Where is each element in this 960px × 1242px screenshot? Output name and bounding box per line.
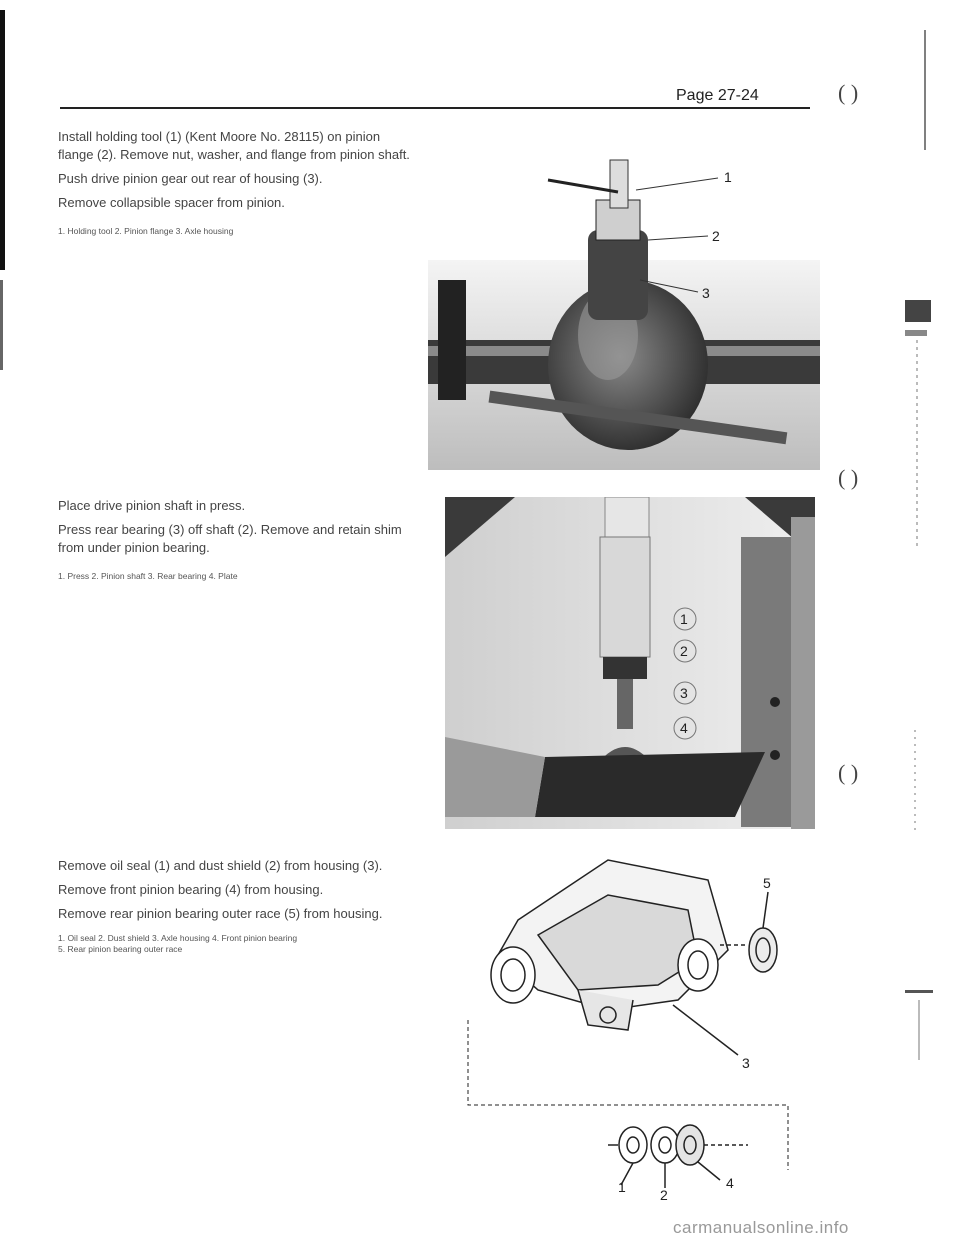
callout-label: 4 <box>726 1176 734 1191</box>
callout-label: 2 <box>660 1187 668 1203</box>
paragraph: Install holding tool (1) (Kent Moore No. 28115) on pinion flange (2). Remove nut, washer, and flange from pinion shaft. <box>58 129 410 162</box>
legend-line: 5. Rear pinion bearing outer race <box>58 944 183 954</box>
callout-label: 4 <box>680 720 688 736</box>
callout-label: 3 <box>680 685 688 701</box>
watermark-text: carmanualsonline.info <box>673 1218 849 1237</box>
callout-label: 3 <box>742 1055 750 1071</box>
callout-label: 1 <box>618 1179 626 1195</box>
scan-edge-artifacts <box>895 30 935 1210</box>
binder-hole-mark: ( ) <box>838 465 859 490</box>
callout-label: 3 <box>702 285 710 301</box>
binding-mark-lower <box>0 280 3 370</box>
page-number: Page 27-24 <box>676 87 759 104</box>
callout-label: 2 <box>680 643 688 659</box>
figure-legend <box>58 933 418 955</box>
drawing-callouts-lower <box>600 1176 780 1206</box>
paragraph: Remove rear pinion bearing outer race (5) from housing. <box>58 906 383 921</box>
callout-label: 2 <box>712 228 720 244</box>
figure-legend: 1. Holding tool 2. Pinion flange 3. Axle housing <box>58 226 234 236</box>
legend-line: 1. Oil seal 2. Dust shield 3. Axle housing 4. Front pinion bearing <box>58 933 298 943</box>
exploded-housing-drawing <box>458 840 818 1190</box>
paragraph: Remove collapsible spacer from pinion. <box>58 195 285 210</box>
paragraph: Remove front pinion bearing (4) from housing. <box>58 882 324 897</box>
axle-housing-photo <box>428 140 820 470</box>
header-rule <box>60 107 810 109</box>
paragraph: Push drive pinion gear out rear of housing (3). <box>58 171 323 186</box>
binder-hole-mark: ( ) <box>838 760 859 785</box>
callout-label: 1 <box>680 611 688 627</box>
section-3-text <box>58 857 418 955</box>
figure-legend: 1. Press 2. Pinion shaft 3. Rear bearing 4. Plate <box>58 571 238 581</box>
section-1-text <box>58 128 418 237</box>
paragraph: Remove oil seal (1) and dust shield (2) from housing (3). <box>58 858 383 873</box>
press-photo <box>445 497 815 829</box>
section-2-text <box>58 497 418 582</box>
binder-hole-mark: ( ) <box>838 80 859 105</box>
paragraph: Place drive pinion shaft in press. <box>58 498 246 513</box>
paragraph: Press rear bearing (3) off shaft (2). Remove and retain shim from under pinion bearing. <box>58 522 402 555</box>
binding-mark <box>0 10 5 270</box>
callout-label: 5 <box>763 875 771 891</box>
callout-label: 1 <box>724 169 732 185</box>
